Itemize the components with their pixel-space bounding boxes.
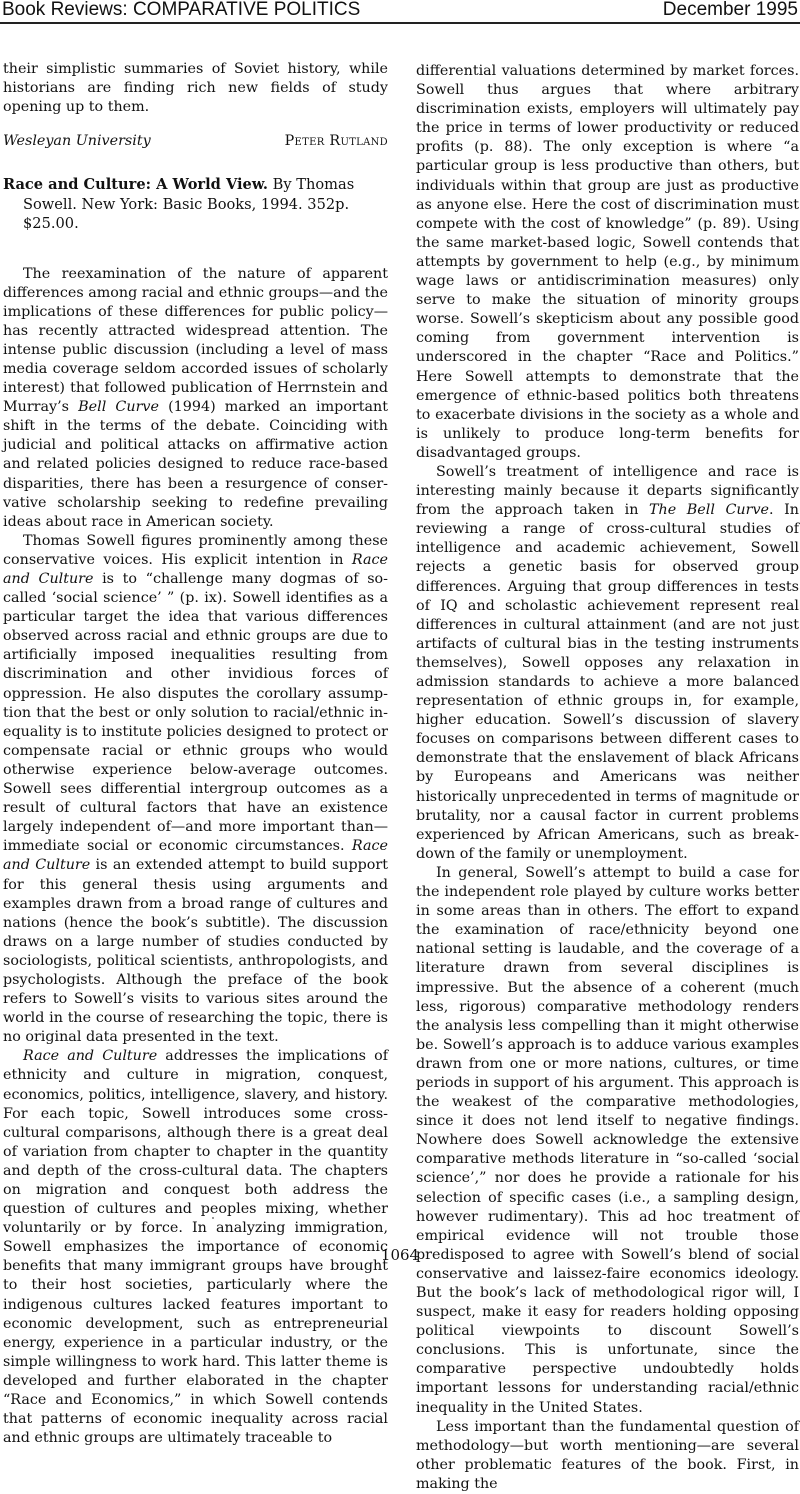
book-citation — [3, 175, 388, 233]
text-run: addresses the implications of ethnicity and culture in migration, conquest, economics, politics, intelligence, slavery, and history. For each topic, Sowell introduces some cross-cultural comparisons, although there is a great deal of variation from chapter to chapter in the quantity and depth of the cross-cultural data. The chapters on migration and conquest both address the question of cultures and peoples mixing, whether voluntarily or by force. In analyzing immigration, Sowell emphasizes the importance of economic benefits that many immigrant groups have brought to their host societies, particularly where the indigenous cultures lacked features important to economic development, such as entrepreneurial energy, experience in a particular industry, or the simple willingness to work hard. This latter theme is developed and further elaborated in the chapter “Race and Economics,” in which Sowell contends that patterns of economic inequality across racial and ethnic groups are ultimately traceable to — [3, 1048, 389, 1447]
text-run: is to “challenge many dogmas of so-called ‘social science’ ” (p. ix). Sowell identifies as a particular target the idea that various differences observed across racial and ethnic groups are due to artificially imposed inequalities resulting from discrimination and other invidious forces of oppression. He also disputes the corollary assumption that the best or only solution to racial/ethnic inequality is to institute policies designed to protect or compensate racial or ethnic groups who would otherwise experience below-average outcomes. Sowell sees differential intergroup outcomes as a result of cultural factors that have an existence largely independent of—and more important than—immediate social or economic circumstances. — [3, 571, 388, 855]
review-paragraph-6: In general, Sowell’s attempt to build a case for the independent role played by culture works better in some areas than in others. The effort to expand the examination of race/ethnicity beyond one national setting is laudable, and the coverage of a literature drawn from several disciplines is impressive. But the absence of a coherent (much less, rigorous) comparative methodology renders the analysis less compelling than it might otherwise be. Sowell’s approach is to adduce various examples drawn from one or more nations, cultures, or time periods in support of his argument. This approach is the weakest of the comparative methodologies, since it does not lend itself to negative findings. Nowhere does Sowell acknowledge the extensive comparative methods literature in “so-called ‘social science’,” nor does he provide a rationale for his selection of specific cases (i.e., a sampling design, however rudimentary). This ad hoc treatment of empirical evidence will not trouble those predisposed to agree with Sowell’s blend of social conservative and laissez-faire economics ideology. But the book’s lack of methodological rigor will, I suspect, make it easy for readers holding opposing political viewpoints to discount Sowell’s conclusions. This is unfortunate, since the comparative perspective undoubtedly holds important lessons for understanding racial/ethnic inequality in the United States. — [416, 864, 799, 1416]
running-header — [0, 0, 800, 24]
reviewer-name: Peter Rutland — [284, 133, 388, 150]
previous-review-signature — [3, 132, 388, 151]
text-run: is an extended attempt to build support for this general thesis using arguments and examples drawn from a broad range of cultures and nations (hence the book’s subtitle). The discussion draws on a large number of studies conducted by sociologists, political scientists, anthropologists, and psychologists. Although the preface of the book refers to Sowell’s visits to various sites around the world in the course of researching the topic, there is no original data presented in the text. — [3, 857, 388, 1046]
text-run: Thomas Sowell figures prominently among these conservative voices. His explicit intention in — [3, 532, 388, 568]
book-reference: Bell Curve — [78, 399, 159, 416]
issue-date: December 1995 — [662, 0, 798, 20]
review-paragraph-7: Less important than the fundamental question of methodology—but worth mentioning—are several other problematic features of the book. First, in making the — [416, 1418, 799, 1492]
book-details: By Thomas Sowell. New York: Basic Books, 1994. 352p. $25.00. — [23, 176, 355, 233]
book-reference: The Bell Curve — [649, 502, 769, 519]
text-run: Sowell’s treatment of intelligence and race is interesting mainly because it departs significantly from the approach taken in — [416, 463, 799, 519]
review-paragraph-1 — [3, 265, 388, 532]
review-paragraph-2 — [3, 532, 388, 1048]
book-reference: Race and Culture — [3, 551, 388, 587]
print-speck — [212, 1217, 214, 1219]
text-run: . In reviewing a range of cross-cultural studies of intelligence and academic achievement, Sowell rejects a genetic basis for observed group differences. Arguing that group differences in tests of IQ and scholastic achievement represent real differences in cultural attainment (and are not just artifacts of cultural bias in the testing instruments themselves), Sowell opposes any relaxation in admission standards to achieve a more balanced representation of ethnic groups in, for example, higher education. Sowell’s discussion of slavery focuses on comparisons between different cases to demonstrate that the enslavement of black Africans by Europeans and Americans was neither historically unprecedented in terms of magnitude or brutality, nor a causal factor in current problems experienced by African Americans, such as breakdown of the family or unemployment. — [416, 502, 799, 862]
previous-review-ending: their simplistic summaries of Soviet history, while historians are finding rich new fields of study opening up to them. — [3, 61, 388, 116]
review-paragraph-4: differential valuations determined by market forces. Sowell thus argues that where arbitrary discrimination exists, employers will ultimately pay the price in terms of lower productivity or reduced profits (p. 88). The only exception is where “a particular group is less productive than others, but individuals within that group are just as productive as anyone else. Here the cost of discrimination must compete with the cost of knowledge” (p. 89). Using the same market-based logic, Sowell contends that attempts by government to help (e.g., by minimum wage laws or antidiscrimination measures) only serve to make the situation of minority groups worse. Sowell’s skepticism about any possible good coming from government intervention is underscored in the chapter “Race and Politics.” Here Sowell attempts to demonstrate that the emergence of ethnic-based politics both threatens to exacerbate divisions in the society as a whole and is unlikely to produce long-term benefits for disadvantaged groups. — [416, 63, 799, 461]
reviewer-institution: Wesleyan University — [3, 133, 151, 150]
review-paragraph-5 — [416, 463, 799, 864]
journal-section-title: Book Reviews: COMPARATIVE POLITICS — [2, 0, 361, 20]
book-reference: Race and Culture — [3, 838, 388, 874]
left-column — [3, 60, 388, 1448]
book-reference: Race and Culture — [23, 1048, 158, 1065]
page-number: 1064 — [380, 1246, 420, 1264]
text-run: (1994) marked an important shift in the terms of the debate. Coinciding with judicial and political attacks on affirmative action and related policies designed to reduce race-based disparities, there has been a resurgence of conservative scholarship seeking to redefine prevailing ideas about race in American society. — [3, 399, 388, 530]
right-column — [416, 62, 799, 1494]
text-run: The reexamination of the nature of apparent differences among racial and ethnic groups—and the implications of these differences for public policy—has recently attracted widespread attention. The intense public discussion (including a level of mass media coverage seldom accorded issues of scholarly interest) that followed publication of Herrnstein and Murray’s — [3, 265, 388, 416]
book-title: Race and Culture: A World View. — [3, 176, 269, 194]
